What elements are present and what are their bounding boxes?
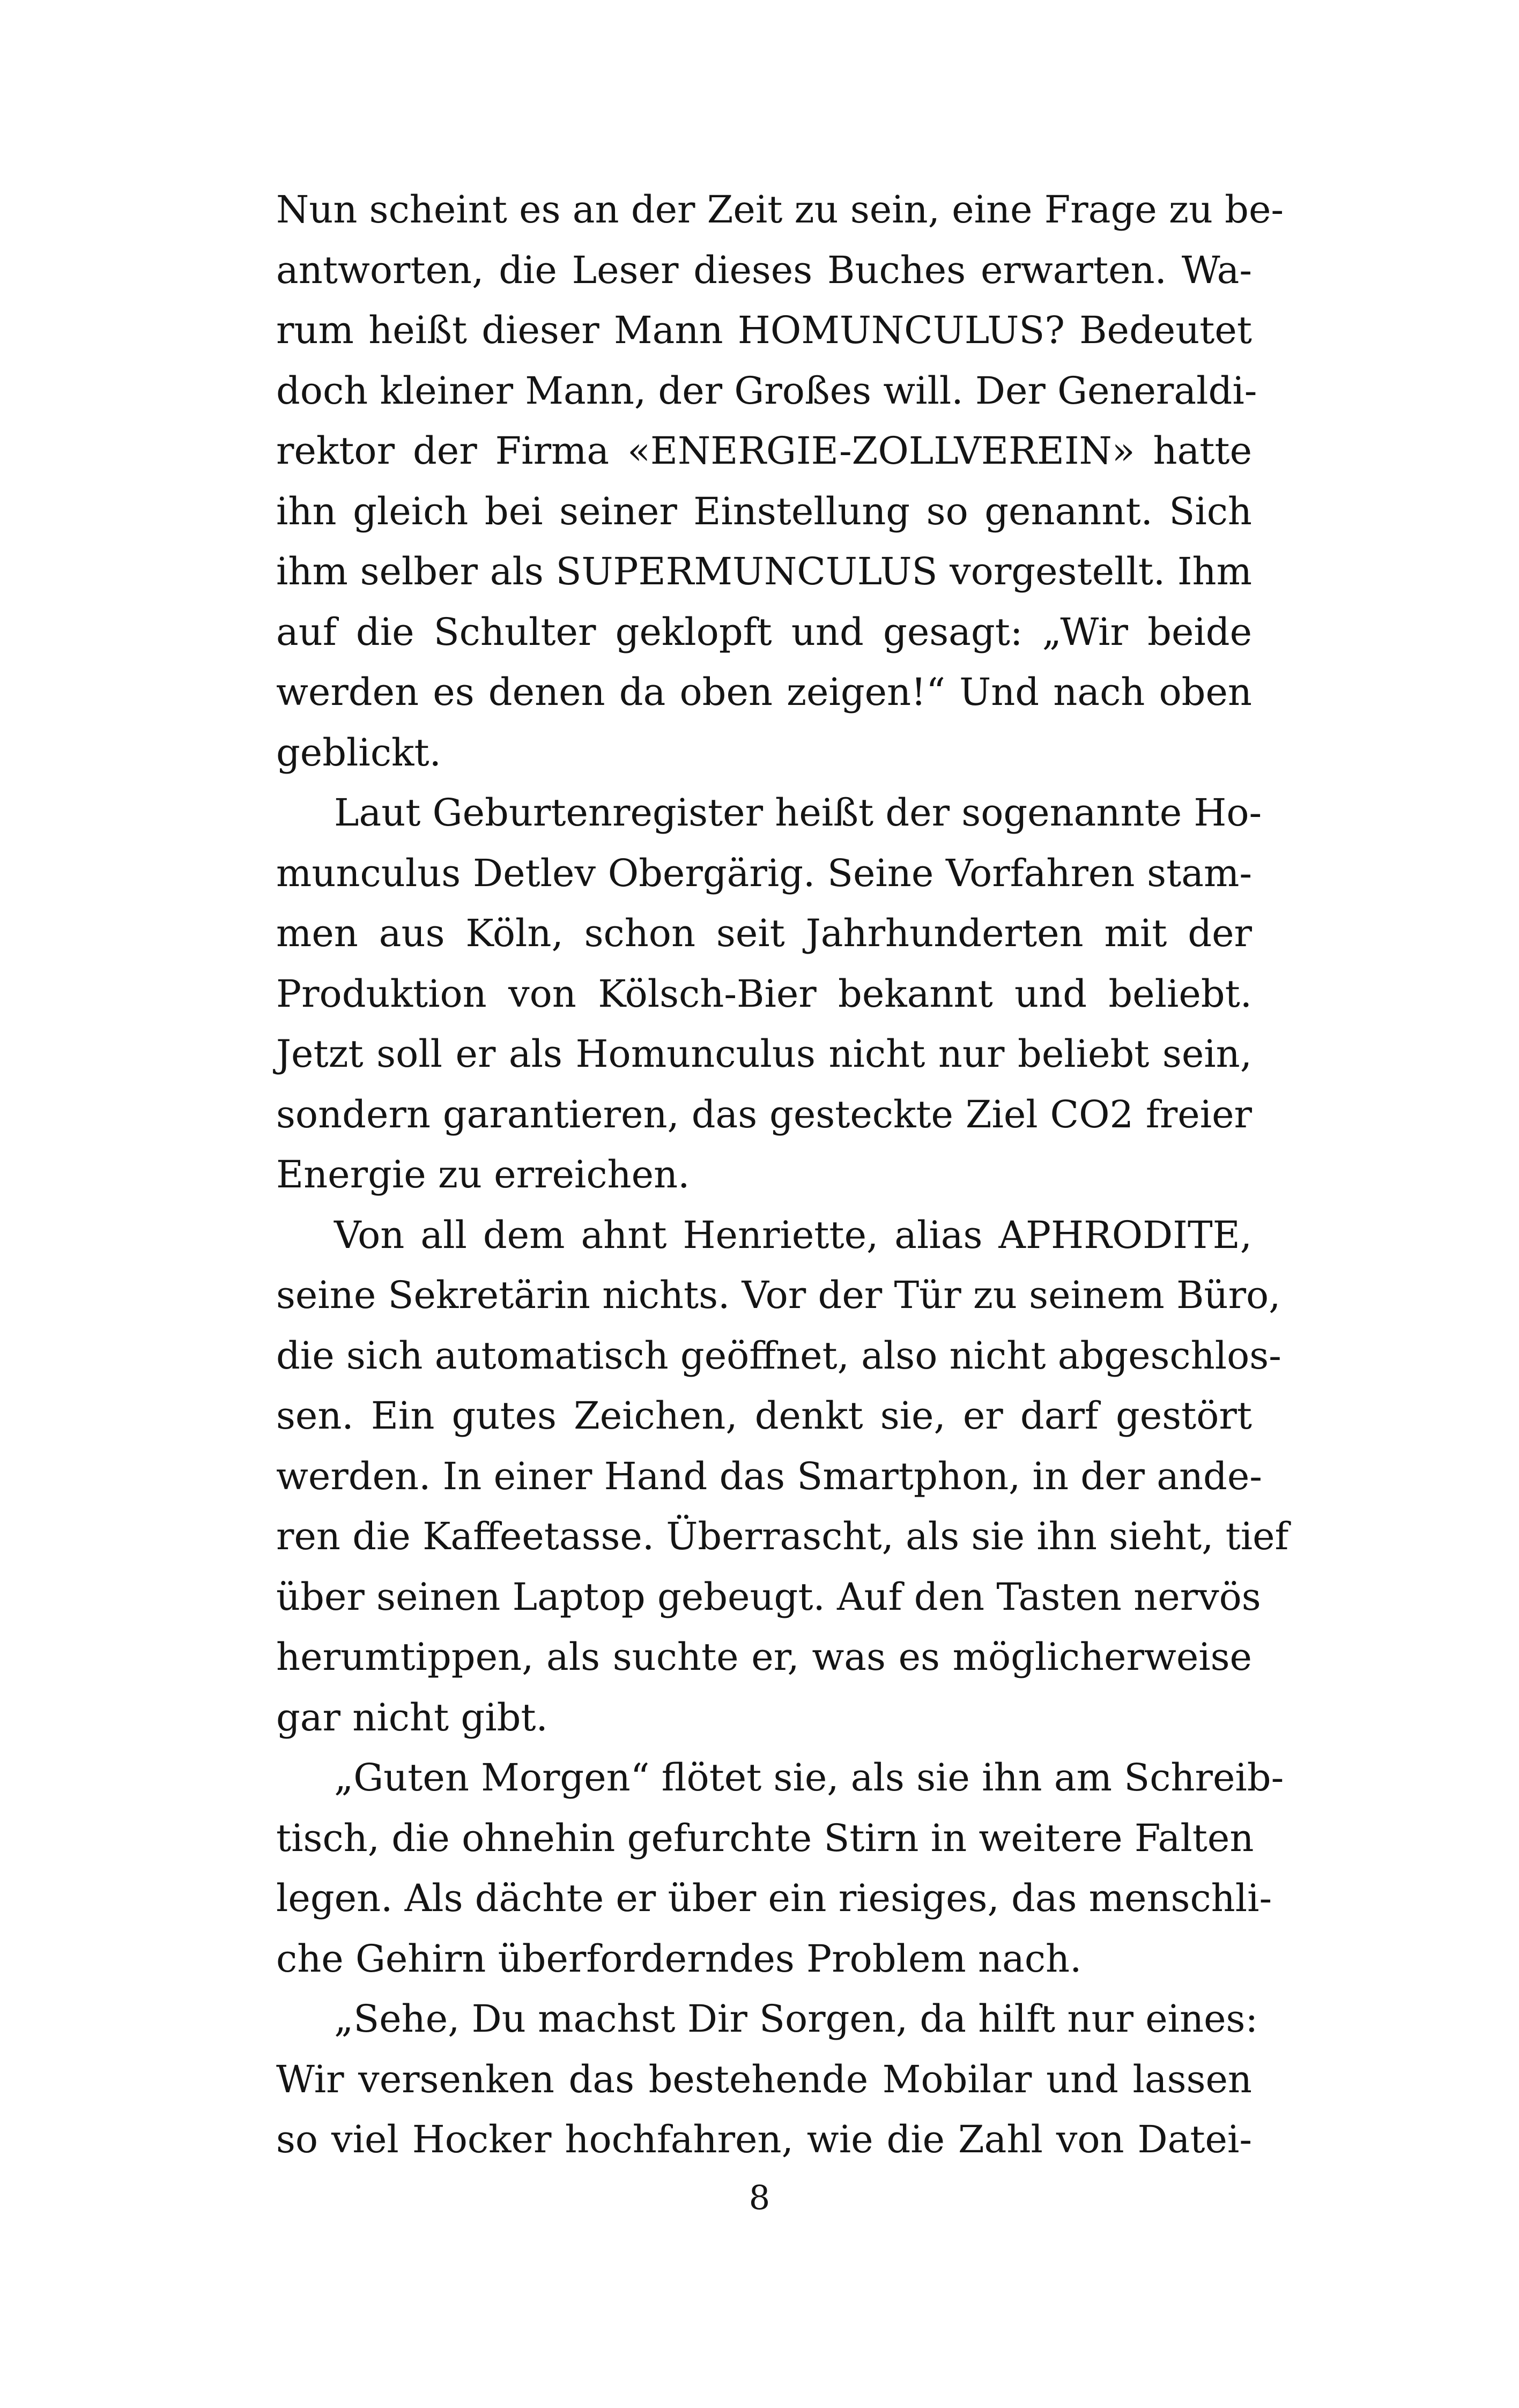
text-line: ihm selber als SUPERMUNCULUS vorgestellt. Ihm [276,549,1252,593]
page-number: 8 [749,2178,770,2217]
text-line: Von all dem ahnt Henriette, alias APHRODITE, [334,1213,1252,1257]
text-line: rektor der Firma «ENERGIE-ZOLLVEREIN» hatte [276,429,1252,473]
text-line: sondern garantieren, das gesteckte Ziel CO2 freier [276,1092,1252,1136]
text-line: herumtippen, als suchte er, was es möglicherweise [276,1635,1252,1679]
text-line: doch kleiner Mann, der Großes will. Der Generaldi- [276,368,1257,413]
text-line: die sich automatisch geöffnet, also nicht abgeschlos- [276,1333,1281,1378]
text-line: legen. Als dächte er über ein riesiges, das menschli- [276,1876,1272,1920]
paragraph [276,1989,1258,2170]
text-line: über seinen Laptop gebeugt. Auf den Tasten nervös [276,1574,1261,1619]
text-line: ihn gleich bei seiner Einstellung so genannt. Sich [276,489,1252,533]
text-line: Jetzt soll er als Homunculus nicht nur beliebt sein, [276,1032,1252,1076]
paragraph [276,1205,1289,1748]
paragraph [276,180,1284,783]
text-line: Nun scheint es an der Zeit zu sein, eine Frage zu be- [276,188,1284,232]
text-line: tisch, die ohnehin gefurchte Stirn in weitere Falten [276,1816,1254,1860]
text-line: seine Sekretärin nichts. Vor der Tür zu seinem Büro, [276,1273,1281,1317]
text-line: werden es denen da oben zeigen!“ Und nach oben [276,670,1252,714]
text-line: Produktion von Kölsch-Bier bekannt und beliebt. [276,971,1252,1016]
text-line: auf die Schulter geklopft und gesagt: „Wir beide [276,610,1252,654]
text-line: Wir versenken das bestehende Mobilar und lassen [276,2057,1252,2101]
paragraph [276,783,1262,1205]
text-line: geblickt. [276,730,441,775]
text-line: „Guten Morgen“ flötet sie, als sie ihn am Schreib- [334,1756,1284,1800]
text-line: rum heißt dieser Mann HOMUNCULUS? Bedeutet [276,308,1252,352]
text-line: gar nicht gibt. [276,1695,548,1740]
text-line: munculus Detlev Obergärig. Seine Vorfahren stam- [276,851,1252,895]
text-line: so viel Hocker hochfahren, wie die Zahl von Datei- [276,2117,1252,2161]
text-line: ren die Kaffeetasse. Überrascht, als sie ihn sieht, tief [276,1514,1289,1558]
text-line: Energie zu erreichen. [276,1153,690,1196]
text-line: Laut Geburtenregister heißt der sogenannte Ho- [334,791,1262,835]
body-text [276,180,1289,2170]
text-line: che Gehirn überforderndes Problem nach. [276,1936,1082,1981]
text-line: werden. In einer Hand das Smartphon, in der ande- [276,1454,1262,1498]
text-line: men aus Köln, schon seit Jahrhunderten mit der [276,911,1252,955]
paragraph [276,1748,1284,1989]
text-line: „Sehe, Du machst Dir Sorgen, da hilft nur eines: [334,1997,1258,2041]
text-line: antworten, die Leser dieses Buches erwarten. Wa- [276,248,1252,292]
text-line: sen. Ein gutes Zeichen, denkt sie, er darf gestört [276,1394,1252,1438]
